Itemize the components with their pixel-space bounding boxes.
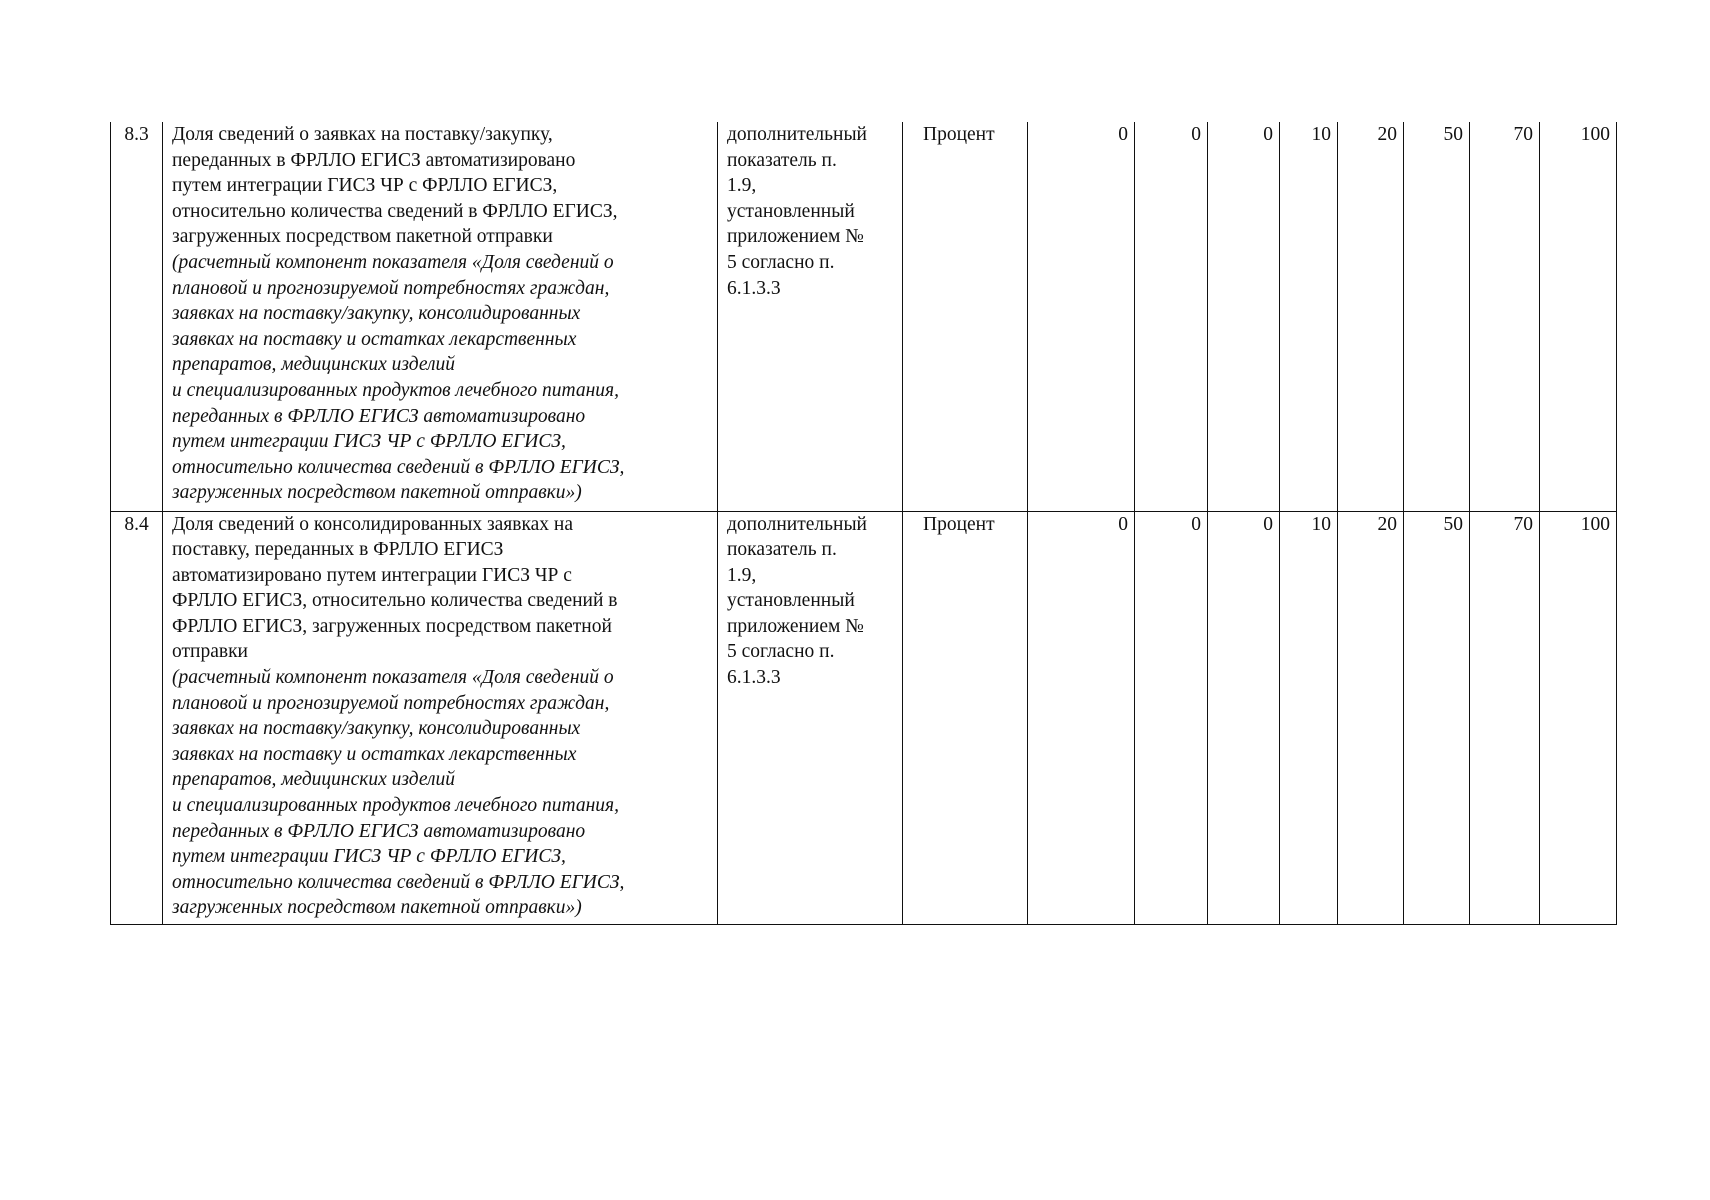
value-cell: 20 <box>1338 122 1404 511</box>
value-cell: 20 <box>1338 511 1404 924</box>
indicator-basis: дополнительный показатель п. 1.9, установленный приложением № 5 согласно п. 6.1.3.3 <box>727 124 867 299</box>
value-cell: 50 <box>1404 511 1470 924</box>
indicator-name-cell <box>163 511 718 924</box>
indicator-name-cell <box>163 122 718 511</box>
value-cell: 10 <box>1280 122 1338 511</box>
indicator-basis: дополнительный показатель п. 1.9, установленный приложением № 5 согласно п. 6.1.3.3 <box>727 513 867 689</box>
value-cell: 100 <box>1540 511 1617 924</box>
row-number: 8.3 <box>111 122 163 511</box>
table-row <box>111 511 1617 924</box>
value-cell: 70 <box>1470 511 1540 924</box>
value-cell: 0 <box>1135 122 1208 511</box>
indicator-note: (расчетный компонент показателя «Доля сведений о плановой и прогнозируемой потребностях граждан, заявках на поставку/закупку, консолидированных заявках на поставку и остатках лекарственных препаратов, медицинских изделий и специализированных продуктов лечебного питания, переданных в ФРЛЛО ЕГИСЗ автоматизировано путем интеграции ГИСЗ ЧР с ФРЛЛО ЕГИСЗ, относительно количества сведений в ФРЛЛО ЕГИСЗ, загруженных посредством пакетной отправки») <box>172 251 625 504</box>
row-number: 8.4 <box>111 511 163 924</box>
value-cell: 0 <box>1208 122 1280 511</box>
table-row <box>111 122 1617 511</box>
unit-cell: Процент <box>903 122 1028 511</box>
value-cell: 10 <box>1280 511 1338 924</box>
value-cell: 0 <box>1028 511 1135 924</box>
basis-cell <box>718 511 903 924</box>
value-cell: 0 <box>1135 511 1208 924</box>
indicators-table <box>110 122 1617 925</box>
value-cell: 70 <box>1470 122 1540 511</box>
value-cell: 50 <box>1404 122 1470 511</box>
basis-cell <box>718 122 903 511</box>
value-cell: 100 <box>1540 122 1617 511</box>
value-cell: 0 <box>1028 122 1135 511</box>
indicator-note: (расчетный компонент показателя «Доля сведений о плановой и прогнозируемой потребностях граждан, заявках на поставку/закупку, консолидированных заявках на поставку и остатках лекарственных препаратов, медицинских изделий и специализированных продуктов лечебного питания, переданных в ФРЛЛО ЕГИСЗ автоматизировано путем интеграции ГИСЗ ЧР с ФРЛЛО ЕГИСЗ, относительно количества сведений в ФРЛЛО ЕГИСЗ, загруженных посредством пакетной отправки») <box>172 667 625 919</box>
unit-cell: Процент <box>903 511 1028 924</box>
indicator-name: Доля сведений о консолидированных заявках на поставку, переданных в ФРЛЛО ЕГИСЗ автоматизировано путем интеграции ГИСЗ ЧР с ФРЛЛО ЕГИСЗ, относительно количества сведений в ФРЛЛО ЕГИСЗ, загруженных посредством пакетной отправки <box>172 513 618 663</box>
value-cell: 0 <box>1208 511 1280 924</box>
indicator-name: Доля сведений о заявках на поставку/закупку, переданных в ФРЛЛО ЕГИСЗ автоматизировано путем интеграции ГИСЗ ЧР с ФРЛЛО ЕГИСЗ, относительно количества сведений в ФРЛЛО ЕГИСЗ, загруженных посредством пакетной отправки <box>172 124 618 248</box>
